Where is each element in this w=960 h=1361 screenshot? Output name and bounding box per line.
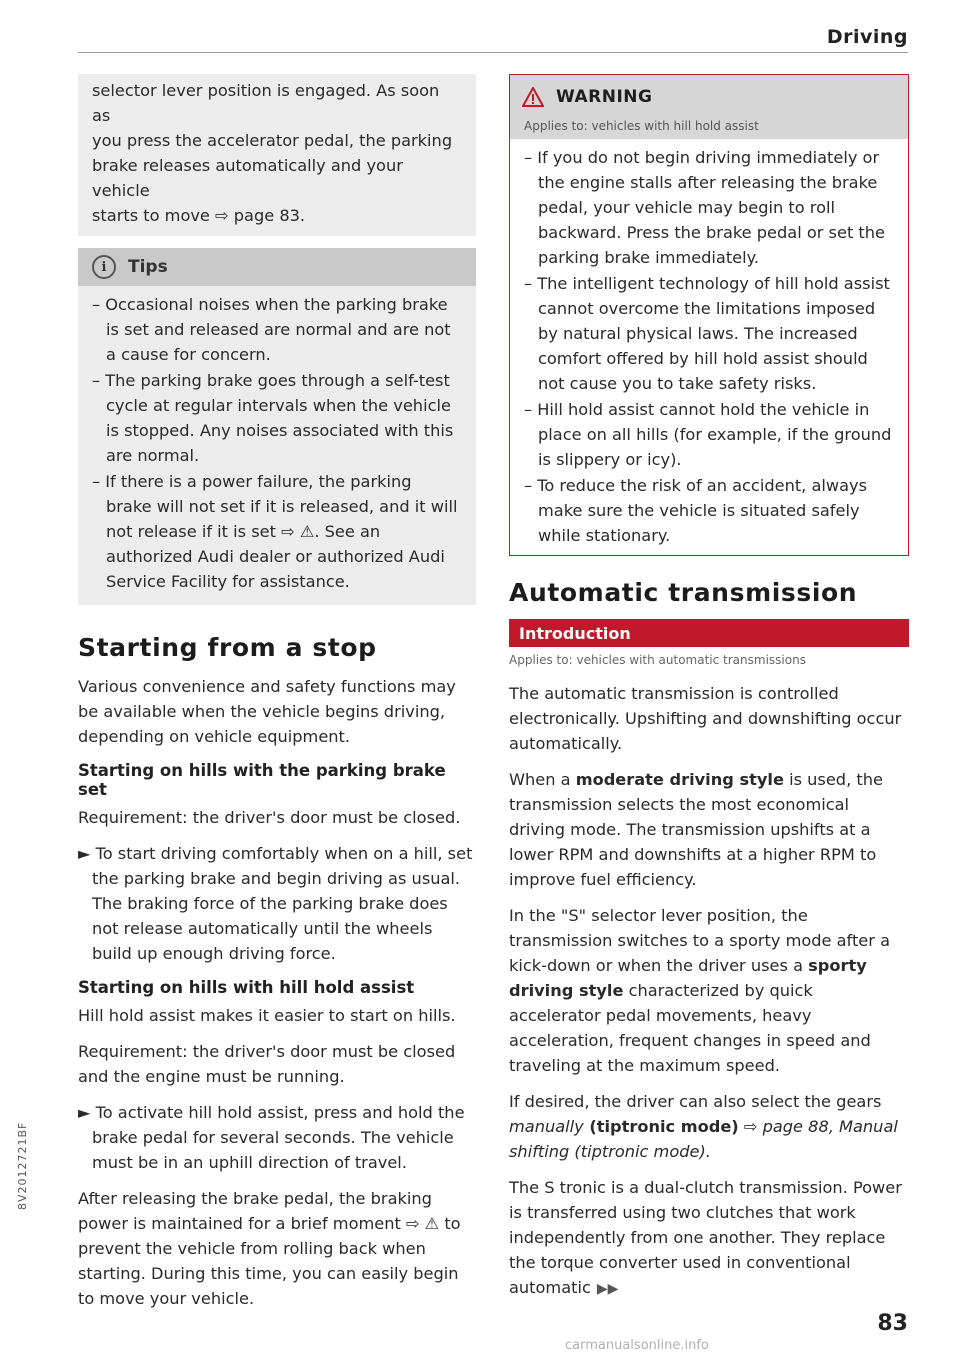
heading-starting-from-stop: Starting from a stop [78,633,377,662]
intro-line: brake releases automatically and your vehicle [92,156,403,200]
tips-item: – If there is a power failure, the parking brake will not set if it is released, and it will not release if it is set ⇨ ⚠. See an authorized Audi dealer or authorized Audi Service Facility for assistance. [92,472,458,591]
right-column [509,74,909,1313]
tips-box [78,248,476,605]
applies-to-note: Applies to: vehicles with automatic transmissions [509,653,806,667]
paragraph [509,1089,909,1164]
document-code: 8V2012721BF [16,1121,29,1210]
text-run: The S tronic is a dual-clutch transmission. Power is transferred using two clutches that work independently from one another. They replace the torque converter used in conventional automatic [509,1178,902,1297]
warning-item: – Hill hold assist cannot hold the vehicle in place on all hills (for example, if the ground is slippery or icy). [524,400,892,469]
paragraph [509,767,909,892]
text-run: When a [509,770,576,789]
paragraph: Requirement: the driver's door must be closed and the engine must be running. [78,1042,456,1086]
paragraph [509,903,909,1078]
warning-header [510,75,908,119]
left-column [78,74,476,1322]
heading-automatic-transmission: Automatic transmission [509,578,858,607]
warning-triangle-icon [522,87,544,107]
warning-item: – If you do not begin driving immediately or the engine stalls after releasing the brake pedal, your vehicle may begin to roll backward. Press the brake pedal or set the parking brake immediately. [524,148,886,267]
instruction-step: ► To activate hill hold assist, press and hold the brake pedal for several seconds. The vehicle must be in an uphill direction of travel. [78,1103,465,1172]
warning-item: – The intelligent technology of hill hold assist cannot overcome the limitations imposed by natural physical laws. The increased comfort offered by hill hold assist should not cause you to take safety risks. [524,274,890,393]
bold-term: moderate driving style [575,770,784,789]
text-run: is used, the transmission selects the most economical driving mode. The transmission upshifts at a lower RPM and downshifts at a higher RPM to improve fuel efficiency. [509,770,883,889]
warning-item: – To reduce the risk of an accident, always make sure the vehicle is situated safely while stationary. [524,476,868,545]
continue-arrow-icon: ▶▶ [596,1281,619,1297]
intro-line: starts to move ⇨ page 83. [92,206,306,225]
bold-term: (tiptronic mode) [583,1117,739,1136]
paragraph: The automatic transmission is controlled electronically. Upshifting and downshifting occur automatically. [509,684,902,753]
bold-term: sporty driving style [509,956,867,1000]
intro-line: selector lever position is engaged. As soon as [92,81,440,125]
intro-continuation-box [78,74,476,236]
page-reference-link[interactable]: ⇨ page 88, Manual shifting (tiptronic mode). [509,1117,898,1161]
section-header: Driving [826,26,908,48]
info-icon: i [92,255,116,279]
warning-title: WARNING [556,87,653,107]
instruction-step: ► To start driving comfortably when on a hill, set the parking brake and begin driving as usual. The braking force of the parking brake does not release automatically until the wheels build up enough driving force. [78,844,473,963]
page-number: 83 [877,1311,908,1336]
text-run: In the "S" selector lever position, the transmission switches to a sporty mode after a kick-down or when the driver uses a [509,906,890,975]
watermark: carmanualsonline.info [565,1338,709,1353]
header-rule [78,52,908,53]
tips-header [78,248,476,286]
text-run: characterized by quick accelerator pedal movements, heavy acceleration, frequent changes in speed and traveling at the maximum speed. [509,981,871,1075]
paragraph: Various convenience and safety functions may be available when the vehicle begins driving, depending on vehicle equipment. [78,677,456,746]
tips-item: – Occasional noises when the parking brake is set and released are normal and are not a cause for concern. [92,295,451,364]
subheading-hill-hold: Starting on hills with hill hold assist [78,978,415,997]
text-run: If desired, the driver can also select the gears [509,1092,882,1111]
section-bar-introduction: Introduction [509,619,909,647]
warning-applies: Applies to: vehicles with hill hold assist [510,119,908,139]
paragraph: Hill hold assist makes it easier to start on hills. [78,1006,456,1025]
paragraph: After releasing the brake pedal, the braking power is maintained for a brief moment ⇨ ⚠ to prevent the vehicle from rolling back when starting. During this time, you can easily begin to move your vehicle. [78,1189,461,1308]
warning-box [509,74,909,556]
warning-body [510,139,908,555]
tips-body [78,286,476,605]
subheading-parking-brake: Starting on hills with the parking brake set [78,761,446,799]
intro-line: you press the accelerator pedal, the parking [92,131,453,150]
tips-item: – The parking brake goes through a self-test cycle at regular intervals when the vehicle is stopped. Any noises associated with this are normal. [92,371,454,465]
paragraph [509,1175,909,1302]
italic-term: manually [509,1117,584,1136]
paragraph: Requirement: the driver's door must be closed. [78,808,461,827]
tips-title: Tips [128,257,168,277]
